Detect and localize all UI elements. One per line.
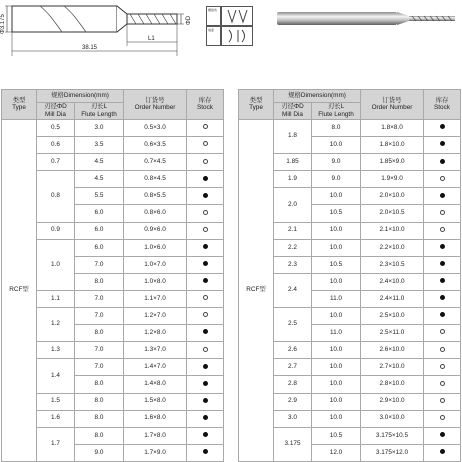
out-of-stock-circle-icon (203, 141, 208, 146)
in-stock-dot-icon (203, 398, 208, 403)
flute-length-cell: 8.0 (75, 410, 124, 427)
stock-cell (187, 410, 224, 427)
stock-cell (424, 444, 461, 461)
flute-length-cell: 10.0 (312, 239, 361, 256)
mill-dia-cell: 3.0 (274, 410, 312, 427)
total-length-label: 38.15 (82, 45, 98, 51)
order-number-cell: 2.0×10.5 (361, 205, 424, 222)
stock-cell (187, 171, 224, 188)
flute-length-cell: 10.0 (312, 376, 361, 393)
out-of-stock-circle-icon (203, 210, 208, 215)
out-of-stock-circle-icon (440, 347, 445, 352)
stock-cell (187, 205, 224, 222)
order-header-en: Order Number (371, 104, 413, 111)
flute-length-cell: 8.0 (75, 393, 124, 410)
order-number-cell: 3.0×10.0 (361, 410, 424, 427)
flute-length-cell: 8.0 (312, 120, 361, 137)
spec-table-right (238, 89, 461, 462)
in-stock-dot-icon (203, 364, 208, 369)
stock-cell (187, 273, 224, 290)
mill-dia-cell: 1.6 (37, 410, 75, 427)
out-of-stock-circle-icon (440, 210, 445, 215)
order-number-cell: 2.9×10.0 (361, 393, 424, 410)
mill-dia-cell: 1.9 (274, 171, 312, 188)
end-face-profile-icon (221, 26, 253, 46)
stock-cell (187, 137, 224, 154)
order-number-cell: 2.2×10.0 (361, 239, 424, 256)
stock-cell (187, 154, 224, 171)
flute-length-cell: 9.0 (312, 171, 361, 188)
stock-cell (424, 137, 461, 154)
dimension-header: 规格Dimension(mm) (37, 90, 124, 103)
flute-length-cell: 8.0 (75, 273, 124, 290)
flute-length-cell: 8.0 (75, 325, 124, 342)
stock-cell (187, 325, 224, 342)
type-cell: RCF型 (2, 120, 37, 462)
order-header-en: Order Number (134, 104, 176, 111)
flute-length-cell: 7.0 (75, 290, 124, 307)
mill-dia-cell: 2.6 (274, 342, 312, 359)
out-of-stock-circle-icon (440, 398, 445, 403)
flute-length-header (75, 103, 124, 120)
mill-dia-cell: 2.3 (274, 256, 312, 273)
stock-header (424, 90, 461, 120)
type-header-cn: 类型 (12, 96, 26, 104)
stock-cell (187, 444, 224, 461)
order-number-cell: 1.4×7.0 (124, 359, 187, 376)
in-stock-dot-icon (203, 432, 208, 437)
table-row (239, 120, 461, 137)
flute-length-cell: 4.5 (75, 154, 124, 171)
mill-dia-cell: 2.2 (274, 239, 312, 256)
stock-cell (424, 359, 461, 376)
flute-length-cell: 8.0 (75, 376, 124, 393)
mill-diameter-label: ΦD (186, 15, 192, 25)
in-stock-dot-icon (440, 312, 445, 317)
stock-cell (424, 410, 461, 427)
stock-cell (424, 222, 461, 239)
stock-cell (424, 239, 461, 256)
flute-length-cell: 7.0 (75, 308, 124, 325)
stock-cell (187, 188, 224, 205)
mill-dia-cell: 2.5 (274, 308, 312, 342)
order-number-header (124, 90, 187, 120)
flute-length-cell: 10.0 (312, 393, 361, 410)
out-of-stock-circle-icon (203, 347, 208, 352)
order-header-cn: 订货号 (145, 96, 165, 104)
mill-dia-cell: 2.8 (274, 376, 312, 393)
mill-dia-header (37, 103, 75, 120)
flute-length-cell: 8.0 (75, 427, 124, 444)
flute-length-cell: 10.0 (312, 137, 361, 154)
order-number-cell: 2.5×11.0 (361, 325, 424, 342)
order-number-cell: 2.4×11.0 (361, 290, 424, 307)
stock-cell (424, 342, 461, 359)
order-number-cell: 2.5×10.0 (361, 308, 424, 325)
mill-dia-cell: 1.1 (37, 290, 75, 307)
order-number-cell: 1.4×8.0 (124, 376, 187, 393)
order-number-cell: 0.8×5.5 (124, 188, 187, 205)
flute-length-cell: 10.0 (312, 410, 361, 427)
mill-dia-cell: 3.175 (274, 427, 312, 461)
flute-length-cell: 7.0 (75, 342, 124, 359)
mill-dia-cell: 0.7 (37, 154, 75, 171)
mill-dia-cell: 0.5 (37, 120, 75, 137)
type-header-cn: 类型 (249, 96, 263, 104)
stock-cell (187, 359, 224, 376)
out-of-stock-circle-icon (203, 124, 208, 129)
order-number-cell: 1.0×6.0 (124, 239, 187, 256)
order-number-cell: 1.85×9.0 (361, 154, 424, 171)
table-row (2, 120, 224, 137)
order-number-cell: 1.1×7.0 (124, 290, 187, 307)
flute-length-cell: 7.0 (75, 256, 124, 273)
in-stock-dot-icon (203, 261, 208, 266)
mill-dia-cell: 2.0 (274, 188, 312, 222)
order-number-cell: 1.0×7.0 (124, 256, 187, 273)
order-number-cell: 1.3×7.0 (124, 342, 187, 359)
stock-cell (424, 205, 461, 222)
helix-symbol (206, 6, 221, 26)
order-number-cell: 2.1×10.0 (361, 222, 424, 239)
in-stock-dot-icon (440, 432, 445, 437)
out-of-stock-circle-icon (203, 227, 208, 232)
stock-header-cn: 库存 (198, 96, 212, 104)
stock-cell (424, 256, 461, 273)
stock-cell (424, 290, 461, 307)
stock-cell (187, 376, 224, 393)
stock-cell (187, 393, 224, 410)
order-number-cell: 1.8×10.0 (361, 137, 424, 154)
in-stock-dot-icon (440, 449, 445, 454)
out-of-stock-circle-icon (440, 364, 445, 369)
out-of-stock-circle-icon (440, 381, 445, 386)
flute-length-header (312, 103, 361, 120)
order-header-cn: 订货号 (382, 96, 402, 104)
order-number-header (361, 90, 424, 120)
order-number-cell: 0.8×6.0 (124, 205, 187, 222)
stock-cell (187, 256, 224, 273)
flute-length-cell: 10.0 (312, 359, 361, 376)
mill-dia-cell: 1.85 (274, 154, 312, 171)
stock-cell (187, 290, 224, 307)
end-mill-product-photo (275, 5, 460, 35)
mill-dia-cell: 1.7 (37, 427, 75, 461)
type-header (2, 90, 37, 120)
out-of-stock-circle-icon (203, 159, 208, 164)
in-stock-dot-icon (440, 124, 445, 129)
flute-length-cell: 10.5 (312, 256, 361, 273)
order-number-cell: 2.3×10.5 (361, 256, 424, 273)
stock-cell (424, 171, 461, 188)
in-stock-dot-icon (440, 261, 445, 266)
order-number-cell: 0.7×4.5 (124, 154, 187, 171)
mill-dia-cell: 1.4 (37, 359, 75, 393)
order-number-cell: 1.8×8.0 (361, 120, 424, 137)
flute-header-cn: 刃长L (327, 103, 345, 111)
type-header-en: Type (12, 104, 26, 111)
flute-length-label: L1 (148, 36, 155, 42)
order-number-cell: 1.0×8.0 (124, 273, 187, 290)
flute-length-cell: 11.0 (312, 290, 361, 307)
order-number-cell: 3.175×12.0 (361, 444, 424, 461)
in-stock-dot-icon (203, 176, 208, 181)
end-face-symbol-label: 端面 (208, 28, 215, 32)
in-stock-dot-icon (440, 278, 445, 283)
mill-dia-cell: 2.1 (274, 222, 312, 239)
flute-length-cell: 9.0 (312, 154, 361, 171)
stock-cell (187, 308, 224, 325)
mill-dia-cell: 2.9 (274, 393, 312, 410)
mill-dia-header (274, 103, 312, 120)
stock-cell (187, 427, 224, 444)
out-of-stock-circle-icon (440, 176, 445, 181)
flute-length-cell: 12.0 (312, 444, 361, 461)
type-header-en: Type (249, 104, 263, 111)
mill-dia-header-cn: 刃径ΦD (44, 103, 67, 111)
stock-cell (424, 188, 461, 205)
stock-cell (187, 342, 224, 359)
flute-length-cell: 6.0 (75, 205, 124, 222)
mill-dia-cell: 0.8 (37, 171, 75, 222)
flute-header-en: Flute Length (318, 110, 354, 118)
type-header (239, 90, 274, 120)
in-stock-dot-icon (440, 141, 445, 146)
order-number-cell: 2.8×10.0 (361, 376, 424, 393)
in-stock-dot-icon (440, 193, 445, 198)
out-of-stock-circle-icon (203, 295, 208, 300)
order-number-cell: 0.9×6.0 (124, 222, 187, 239)
flute-length-cell: 10.0 (312, 308, 361, 325)
stock-header (187, 90, 224, 120)
flute-length-cell: 10.0 (312, 222, 361, 239)
mill-dia-cell: 1.3 (37, 342, 75, 359)
order-number-cell: 2.4×10.0 (361, 273, 424, 290)
flute-length-cell: 10.5 (312, 205, 361, 222)
stock-header-cn: 库存 (435, 96, 449, 104)
tool-feature-symbols (206, 6, 254, 46)
out-of-stock-circle-icon (203, 312, 208, 317)
mill-dia-cell: 1.0 (37, 239, 75, 290)
in-stock-dot-icon (203, 329, 208, 334)
dimension-header: 规格Dimension(mm) (274, 90, 361, 103)
tool-technical-drawing (0, 0, 205, 60)
helix-symbol-label: 螺旋角 (208, 8, 218, 12)
stock-cell (424, 325, 461, 342)
end-face-symbol (206, 26, 221, 46)
order-number-cell: 1.2×8.0 (124, 325, 187, 342)
mill-dia-cell: 0.6 (37, 137, 75, 154)
flute-length-cell: 6.0 (75, 239, 124, 256)
stock-cell (187, 222, 224, 239)
mill-dia-cell: 0.9 (37, 222, 75, 239)
mill-dia-header-cn: 刃径ΦD (281, 103, 304, 111)
order-number-cell: 1.2×7.0 (124, 308, 187, 325)
order-number-cell: 1.7×8.0 (124, 427, 187, 444)
order-number-cell: 2.6×10.0 (361, 342, 424, 359)
order-number-cell: 2.7×10.0 (361, 359, 424, 376)
in-stock-dot-icon (440, 295, 445, 300)
in-stock-dot-icon (203, 381, 208, 386)
flute-length-cell: 9.0 (75, 444, 124, 461)
mill-dia-header-en: Mill Dia (282, 110, 303, 118)
flute-length-cell: 10.0 (312, 342, 361, 359)
order-number-cell: 3.175×10.5 (361, 427, 424, 444)
mill-dia-header-en: Mill Dia (45, 110, 66, 118)
in-stock-dot-icon (203, 193, 208, 198)
flute-length-cell: 3.0 (75, 120, 124, 137)
shank-diameter-label: Φ3.175 (0, 14, 6, 34)
in-stock-dot-icon (203, 449, 208, 454)
in-stock-dot-icon (440, 159, 445, 164)
flute-length-cell: 11.0 (312, 325, 361, 342)
out-of-stock-circle-icon (440, 227, 445, 232)
order-number-cell: 2.0×10.0 (361, 188, 424, 205)
flute-length-cell: 7.0 (75, 359, 124, 376)
spec-table-left (1, 89, 224, 462)
stock-header-en: Stock (434, 104, 450, 111)
out-of-stock-circle-icon (440, 415, 445, 420)
in-stock-dot-icon (203, 244, 208, 249)
mill-dia-cell: 1.8 (274, 120, 312, 154)
stock-cell (424, 308, 461, 325)
order-number-cell: 0.6×3.5 (124, 137, 187, 154)
flute-length-cell: 3.5 (75, 137, 124, 154)
stock-cell (424, 154, 461, 171)
order-number-cell: 1.6×8.0 (124, 410, 187, 427)
stock-cell (424, 273, 461, 290)
stock-cell (424, 427, 461, 444)
mill-dia-cell: 1.2 (37, 308, 75, 342)
in-stock-dot-icon (203, 278, 208, 283)
flute-header-cn: 刃长L (90, 103, 108, 111)
flute-length-cell: 5.5 (75, 188, 124, 205)
mill-dia-cell: 2.7 (274, 359, 312, 376)
stock-cell (424, 120, 461, 137)
flute-length-cell: 10.5 (312, 427, 361, 444)
in-stock-dot-icon (440, 244, 445, 249)
order-number-cell: 0.5×3.0 (124, 120, 187, 137)
stock-cell (187, 120, 224, 137)
stock-header-en: Stock (197, 104, 213, 111)
flute-header-en: Flute Length (81, 110, 117, 118)
order-number-cell: 0.8×4.5 (124, 171, 187, 188)
order-number-cell: 1.9×9.0 (361, 171, 424, 188)
flute-length-cell: 10.0 (312, 273, 361, 290)
flute-length-cell: 6.0 (75, 222, 124, 239)
in-stock-dot-icon (203, 415, 208, 420)
end-mill-dimension-diagram (0, 0, 205, 60)
type-cell: RCF型 (239, 120, 274, 462)
mill-dia-cell: 2.4 (274, 273, 312, 307)
out-of-stock-circle-icon (440, 329, 445, 334)
stock-cell (424, 393, 461, 410)
mill-dia-cell: 1.5 (37, 393, 75, 410)
drill-profile-icon (221, 6, 253, 26)
stock-cell (187, 239, 224, 256)
flute-length-cell: 10.0 (312, 188, 361, 205)
order-number-cell: 1.7×9.0 (124, 444, 187, 461)
stock-cell (424, 376, 461, 393)
order-number-cell: 1.5×8.0 (124, 393, 187, 410)
flute-length-cell: 4.5 (75, 171, 124, 188)
